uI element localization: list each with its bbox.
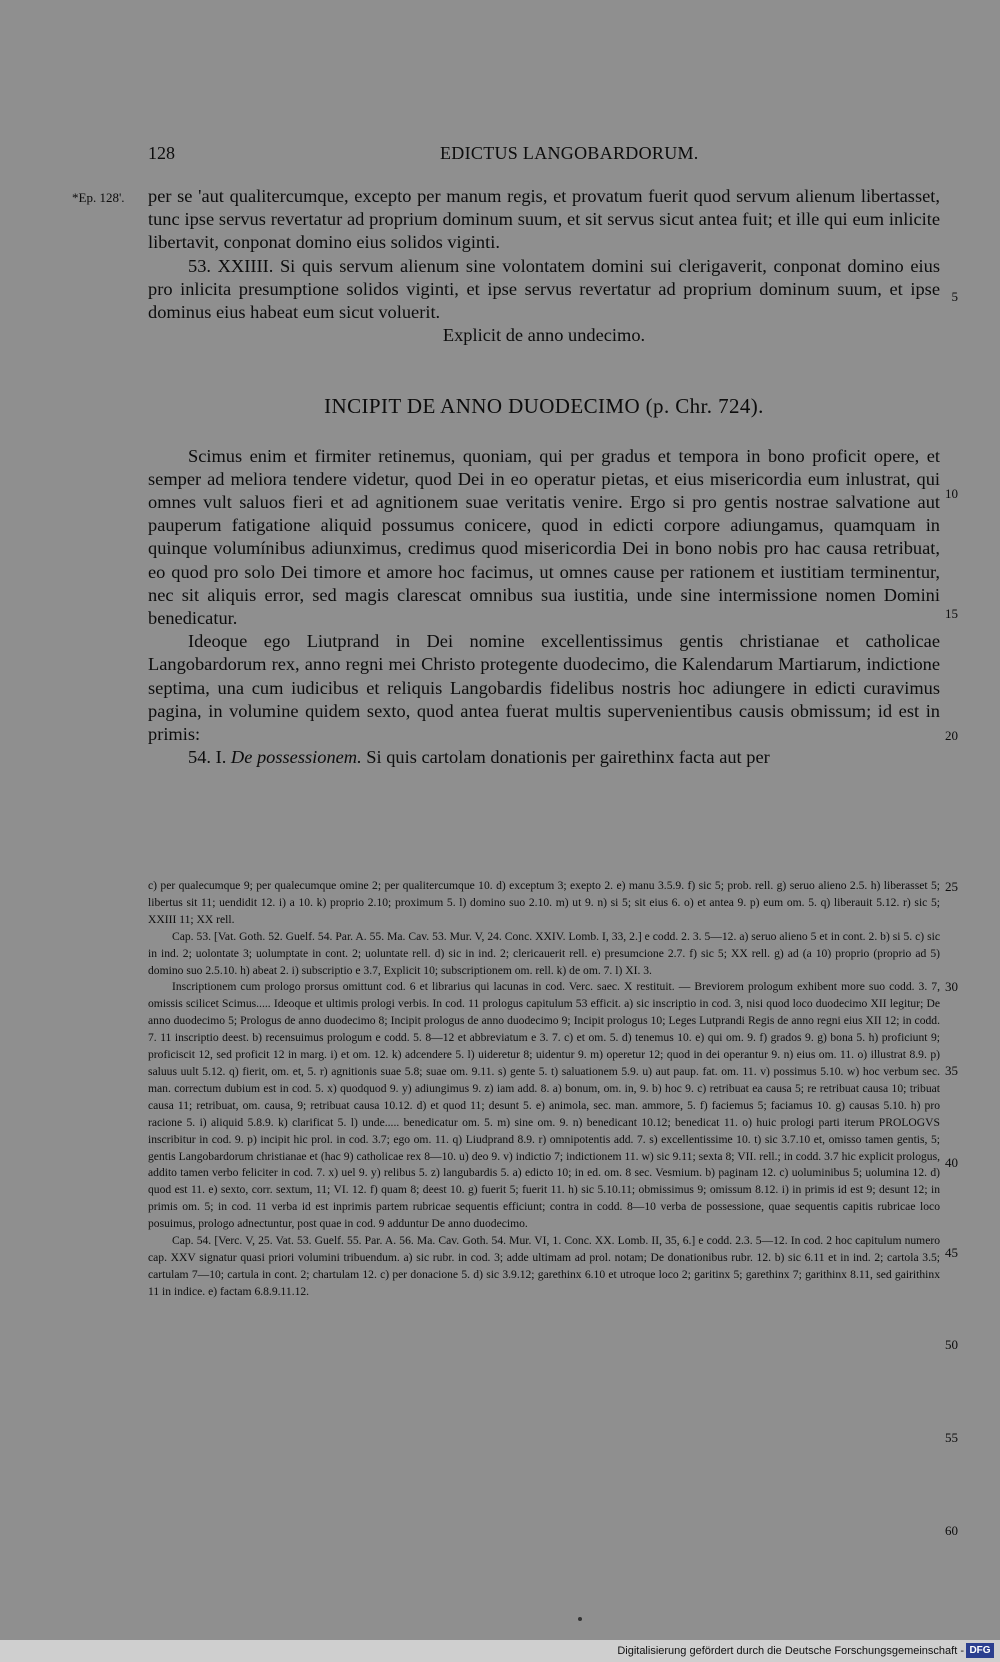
line-number: 40 xyxy=(945,1155,958,1170)
footnote-block: c) per qualecumque 9; per qualecumque omine 2; per qualitercumque 10. d) exceptum 3; exepto 2. e) manu 3.5.9. f) sic 5; prob. rell. g) seruo alieno 2.5. h) liberasset 5; libertus sit 11; uendidit 12. i) a 10. k) proprio 2.10; proximum 5. l) domino suo 2.10. m) ut 9. n) si 5; sit eius 6. o) et antea 9. p) eum om. 5. q) liberauit 5.12. r) sic 5; XXIII 11; XX rell. xyxy=(148,879,940,926)
line-number: 45 xyxy=(945,1245,958,1260)
chapter-54 xyxy=(148,746,940,769)
prologue-paragraph-1: Scimus enim et firmiter retinemus, quoniam, qui per gradus et tempora in bono proficit opere, et semper ad meliora tendere videtur, quod Dei in eo operatur pietas, et eius misericordia eum inlustrat, qui omnes vult saluos fieri et ad agnitionem suae veritatis venire. Ergo si pro gentis nostrae salvatione aut pauperum fatigatione aliquid possumus conicere, quod in edicti corpore adiungamus, quamquam in quinque volumínibus adiunximus, credimus quod misericordia Dei in bono nobis pro hac causa retribuat, eo quod pro solo Dei timore et amore hoc facimus, ut omnes cause per rationem et iustitiam terminentur, nec sit aliquis error, sed magis clarescat omnibus sua iustitia, unde sine intermissione nomen Domini benedicatur. xyxy=(148,445,940,629)
margin-reference: *Ep. 128'. xyxy=(72,190,125,205)
line-number: 20 xyxy=(945,728,958,743)
chapter-text: Si quis cartolam donationis per gairethinx facta aut per xyxy=(366,747,770,768)
chapter-title: De possessionem. xyxy=(230,747,362,768)
footnote-block: Cap. 53. [Vat. Goth. 52. Guelf. 54. Par. A. 55. Ma. Cav. 53. Mur. V, 24. Conc. XXIV. Lomb. I, 33, 2.] e codd. 2. 3. 5—12. a) seruo alieno 5 et in cont. 2. b) si 5. c) sic in ind. 2; uolontate 3; uolumptate in cont. 2; uoluntate rell. d) sic in ind. 2; clericauerit rell. e) presumcione 2.7. f) sic 5; XX rell. g) ad (a 10) proprio (proprio ad 5) domino suo 2.5.10. h) abeat 2. i) subscriptio e 3.7, Explicit 10; subscriptionem om. rell. k) de om. 7. l) XI. 3. xyxy=(148,929,940,977)
line-number: 5 xyxy=(951,289,958,304)
explicit-line: Explicit de anno undecimo. xyxy=(442,325,646,346)
prologue-paragraph-2: Ideoque ego Liutprand in Dei nomine excellentissimus gentis christianae et catholicae Langobardorum rex, anno regni mei Christo protegente duodecimo, die Kalendarum Martiarum, indictione septima, una cum iudicibus et reliquis Langobardis fidelibus nostris hoc adiungere in edicti curavimus pagina, in volumine quidem sexto, quod antea fuerat multis supervenientibus causis obmissum; id est in primis: xyxy=(148,631,940,745)
line-number: 50 xyxy=(945,1337,958,1352)
paragraph-continuation: per se 'aut qualitercumque, excepto per manum regis, et provatum fuerit quod servum alienum libertasset, tunc ipse servus revertatur ad proprium dominum suum, et sit servus sicut antea fuit; et ille qui eum inlicite libertavit, conponat domino eius solidos viginti. xyxy=(148,186,940,253)
section-heading: INCIPIT DE ANNO DUODECIMO (p. Chr. 724). xyxy=(324,394,764,419)
line-number: 60 xyxy=(945,1523,958,1538)
footnote-block: Cap. 54. [Verc. V, 25. Vat. 53. Guelf. 55. Par. A. 56. Ma. Cav. Goth. 54. Mur. VI, 1. Conc. XX. Lomb. II, 35, 6.] e codd. 2.3. 5—12. In cod. 2 hoc capitulum numero cap. XXV signatur quasi priori volumini tribuendum. a) sic rubr. in cod. 3; adde ultimam ad prol. notam; De donationibus rubr. 12. b) sic 6.11 et in ind. 2; cartola 3.5; cartulam 7—10; cartula in cont. 2; chartulam 12. c) per donacione 5. d) sic 3.9.12; garethinx 6.10 et utroque loco 2; garitinx 5; garethinx 7; garithinx 8.11, sed gairithinx 11 in indice. e) factam 6.8.9.11.12. xyxy=(148,1234,940,1298)
line-number: 25 xyxy=(945,879,958,894)
line-number: 30 xyxy=(945,979,958,994)
line-number: 35 xyxy=(945,1063,958,1078)
main-text xyxy=(148,185,940,769)
chapter-number: 54. I. xyxy=(188,747,227,768)
footnotes xyxy=(148,878,940,1301)
digitization-credit: Digitalisierung gefördert durch die Deutsche Forschungsgemeinschaft - xyxy=(617,1645,964,1657)
running-title: EDICTUS LANGOBARDORUM. xyxy=(440,143,699,163)
line-number: 15 xyxy=(945,606,958,621)
dfg-logo: DFG xyxy=(966,1643,994,1658)
line-number: 55 xyxy=(945,1430,958,1445)
line-number: 10 xyxy=(945,486,958,501)
footnote-block: Inscriptionem cum prologo prorsus omittunt cod. 6 et librarius qui lacunas in cod. Verc. saec. X restituit. — Breviorem prologum exhibent more suo codd. 3. 7, omissis scilicet Scimus..... Ideoque et ultimis prologi verbis. In cod. 11 prologus capitulum 53 efficit. a) sic inscriptio in cod. 3, nisi quod loco duodecimo XII legitur; De anno duodecimo 5; Prologus de anno duodecimo 8; Incipit prologus de anno duodecimo 9; Incipit prologus 10; Leges Lutprandi Regis de anno regni eius XII 12; in codd. 7. 11 inscriptio deest. b) recensuimus prologum e codd. 5. 8—12 et abbreviatum e 3. 7. c) et om. 5. d) tenemus 10. e) qui om. 9. f) grados 9. g) bona 5. h) proficiunt 9; proficiscit 12, sed proficit 12 in marg. i) et om. 12. k) adcendere 5. l) uideretur 8; uidentur 9. m) operetur 12; quod in dei operantur 9. n) eius om. 11. o) illustrat 8.9. p) saluus uult 5.12. q) fierit, om. et, 5. r) agnitionis suae 5.8; suae om. 9.11. s) gente 5. t) saluationem 5.9. u) aut paup. fat. om. 11. v) possimus 5.10. w) hoc verbum sec. man. correctum dubium est in cod. 5. x) quodquod 9. y) adiungimus 9. z) iam add. 8. a) bonum, om. in, 9. b) hoc 9. c) retribuat ea causa 5; re retribuat causa 10; tribuat causa 11; retribuat, om. causa, 9; retribuat causa 10.12. d) et quod 11; desunt 5. e) animola, sec. man. ammore, 5. f) faciemus 5; faciamus 10. g) causas 5.10. h) pro racione 5. i) aliquid 5.8.9. k) clarificat 5. l) unde..... benedicatur om. 5. m) sine om. 9. n) benedicant 10.12; benedicat 11. o) huic prologi parti iterum PROLOGVS inscribitur in cod. 9. p) incipit hic prol. in cod. 3.7; ego om. 11. q) Liudprand 8.9. r) omnipotentis add. 7. s) excellentissime 10. t) sic 3.7.10 et, omisso tamen gentis, 5; gentis Langobardorum christianae et (hac 9) catholicae rex 8—10. u) deo 9. v) indictio 7; indictionem 11. w) sic 9.11; sexta 8; VII. rell.; in codd. 3.7 hic explicit prologus, addito tamen verbo feliciter in cod. 7. x) uel 9. y) relibus 5. z) langubardis 5. a) edicto 10; in ed. om. 8 sec. Vesmium. b) paginam 12. c) uoluminibus 5; uolumina 12. d) quod est 11. e) sexto, corr. sextum, 11; VI. 12. f) quam 8; deest 10. g) fuerit 5; fuerit 11. h) sic 5.10.11; obmissimus 9; omissum 8.12. i) in primis id est 9; desunt 12; in primis om. 5; in cod. 11 verba id est inprimis partem rubricae sequentis efficiunt; contra in codd. 8—10 verba de possessione, quae sequentis capitis rubricae loco posuimus, prologo adnectuntur, post quae in cod. 9 adduntur De anno duodecimo. xyxy=(148,980,940,1231)
chapter-53: 53. XXIIII. Si quis servum alienum sine volontatem domini sui clerigaverit, conponat domino eius pro inlicita presumptione solidos viginti, et ipse servus revertatur ad proprium dominum suum, et ipse dominus eius habeat eum sicut voluerit. xyxy=(148,255,940,323)
page-mark xyxy=(578,1617,582,1621)
page-number: 128 xyxy=(148,143,175,163)
